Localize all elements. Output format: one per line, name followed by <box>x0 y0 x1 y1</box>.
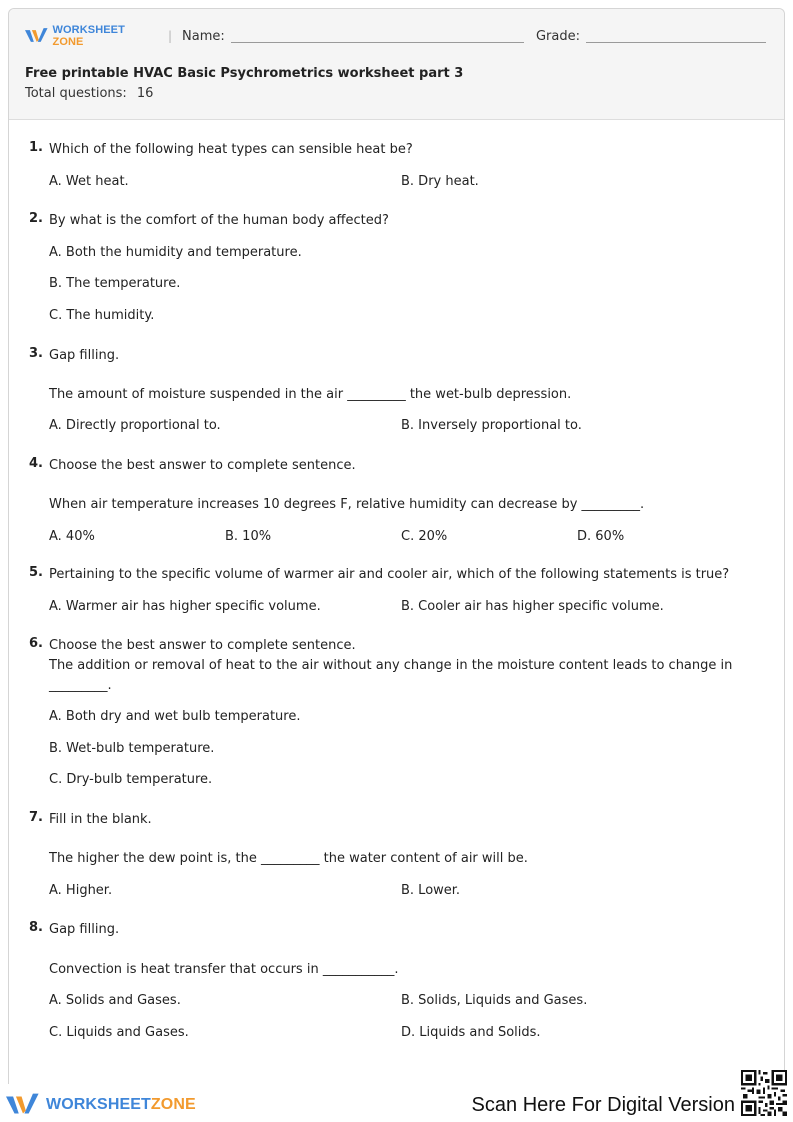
answer-option[interactable]: C. 20% <box>401 529 448 544</box>
total-questions <box>25 86 153 101</box>
answer-option[interactable]: A. Both the humidity and temperature. <box>49 245 302 260</box>
question-sentence: The addition or removal of heat to the air without any change in the moisture content leads to change in _________. <box>49 658 733 693</box>
qr-code-icon[interactable] <box>741 1070 787 1116</box>
question-text: Which of the following heat types can sensible heat be? <box>49 142 413 157</box>
question-6 <box>29 636 784 790</box>
total-questions-value: 16 <box>136 86 154 101</box>
question-text: By what is the comfort of the human body affected? <box>49 213 389 228</box>
scan-digital-version-text: Scan Here For Digital Version <box>471 1094 735 1116</box>
grade-field[interactable] <box>586 29 766 43</box>
question-text: Fill in the blank. <box>49 812 152 827</box>
question-sentence: The higher the dew point is, the _________ the water content of air will be. <box>49 851 528 866</box>
question-number: 2. <box>29 211 43 226</box>
logo-word-zone: ZONE <box>150 1096 196 1113</box>
question-text: Choose the best answer to complete sentence. <box>49 638 356 653</box>
question-2 <box>29 211 784 326</box>
question-number: 8. <box>29 920 43 935</box>
answer-option[interactable]: B. 10% <box>225 529 272 544</box>
logo-word-worksheet: WORKSHEET <box>52 24 125 36</box>
answer-option[interactable]: C. The humidity. <box>49 308 155 323</box>
question-number: 7. <box>29 810 43 825</box>
answer-option[interactable]: B. Wet-bulb temperature. <box>49 741 215 756</box>
page-footer <box>0 1084 793 1122</box>
question-number: 3. <box>29 346 43 361</box>
worksheet-header <box>9 9 784 120</box>
answer-option[interactable]: B. Cooler air has higher specific volume. <box>401 599 664 614</box>
logo-mark-icon <box>25 27 49 45</box>
question-text: Pertaining to the specific volume of warmer air and cooler air, which of the following statements is true? <box>49 567 730 582</box>
name-label: Name: <box>182 28 225 44</box>
question-7 <box>29 810 784 901</box>
question-5 <box>29 565 784 617</box>
question-number: 5. <box>29 565 43 580</box>
grade-label: Grade: <box>535 28 580 44</box>
answer-option[interactable]: A. Directly proportional to. <box>49 418 221 433</box>
answer-option[interactable]: A. Wet heat. <box>49 174 129 189</box>
brand-logo <box>25 24 157 48</box>
logo-mark-icon <box>6 1092 40 1118</box>
answer-option[interactable]: A. 40% <box>49 529 95 544</box>
question-3 <box>29 346 784 436</box>
question-8 <box>29 920 784 1043</box>
total-questions-label: Total questions: <box>25 86 127 101</box>
question-sentence: Convection is heat transfer that occurs in ___________. <box>49 962 399 977</box>
answer-option[interactable]: C. Dry-bulb temperature. <box>49 772 213 787</box>
answer-option[interactable]: D. Liquids and Solids. <box>401 1025 541 1040</box>
question-sentence: When air temperature increases 10 degrees F, relative humidity can decrease by _________. <box>49 497 645 512</box>
answer-option[interactable]: C. Liquids and Gases. <box>49 1025 189 1040</box>
answer-option[interactable]: B. The temperature. <box>49 276 181 291</box>
question-4 <box>29 456 784 547</box>
question-text: Choose the best answer to complete sentence. <box>49 458 356 473</box>
name-field[interactable] <box>231 29 524 43</box>
question-number: 4. <box>29 456 43 471</box>
question-text: Gap filling. <box>49 348 120 363</box>
question-list <box>9 120 784 1043</box>
logo-word-zone: ZONE <box>52 36 84 48</box>
answer-option[interactable]: A. Solids and Gases. <box>49 993 181 1008</box>
answer-option[interactable]: A. Higher. <box>49 883 113 898</box>
answer-option[interactable]: B. Solids, Liquids and Gases. <box>401 993 588 1008</box>
question-text: Gap filling. <box>49 922 120 937</box>
answer-option[interactable]: D. 60% <box>577 529 625 544</box>
answer-option[interactable]: A. Warmer air has higher specific volume. <box>49 599 321 614</box>
question-1 <box>29 140 784 192</box>
divider: | <box>167 29 172 43</box>
question-number: 1. <box>29 140 43 155</box>
footer-brand-logo <box>6 1092 196 1118</box>
worksheet-title: Free printable HVAC Basic Psychrometrics worksheet part 3 <box>25 66 464 81</box>
question-sentence: The amount of moisture suspended in the air _________ the wet-bulb depression. <box>49 387 572 402</box>
answer-option[interactable]: B. Lower. <box>401 883 461 898</box>
question-number: 6. <box>29 636 43 651</box>
logo-word-worksheet: WORKSHEET <box>46 1096 151 1113</box>
worksheet-page <box>8 8 785 1084</box>
answer-option[interactable]: B. Inversely proportional to. <box>401 418 582 433</box>
answer-option[interactable]: A. Both dry and wet bulb temperature. <box>49 709 301 724</box>
answer-option[interactable]: B. Dry heat. <box>401 174 479 189</box>
